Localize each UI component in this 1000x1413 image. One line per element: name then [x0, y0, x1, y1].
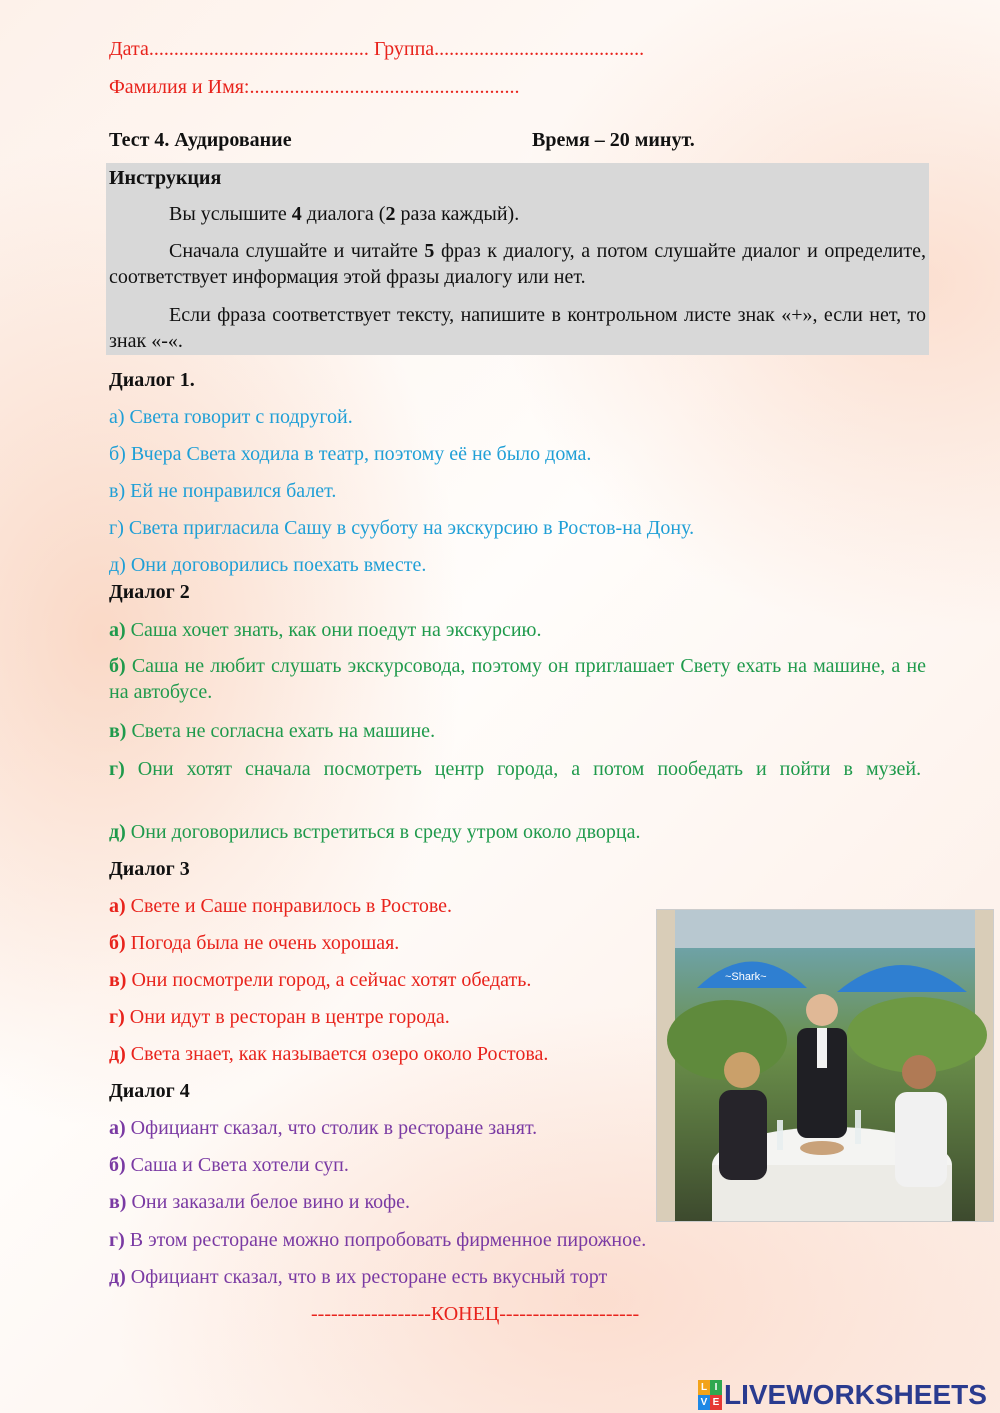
dialog1-item: д) Они договорились поехать вместе.: [109, 554, 427, 576]
dialog1-item: а) Света говорит с подругой.: [109, 406, 353, 428]
dialog1-title: Диалог 1.: [109, 369, 195, 391]
dialog4-item: а) Официант сказал, что столик в ресторане занят.: [109, 1117, 538, 1139]
dialog3-item: г) Они идут в ресторан в центре города.: [109, 1006, 450, 1028]
dialog4-item: в) Они заказали белое вино и кофе.: [109, 1191, 411, 1213]
restaurant-photo: [656, 909, 994, 1222]
liveworksheets-logo: [698, 1378, 987, 1412]
dialog4-item: б) Саша и Света хотели суп.: [109, 1154, 349, 1176]
liveworksheets-badge-icon: L I V E: [698, 1380, 722, 1410]
instruction-p3: Если фраза соответствует тексту, напишите в контрольном листе знак «+», если нет, то знак «-«.: [109, 304, 926, 352]
end-line: ------------------КОНЕЦ---------------------: [311, 1303, 640, 1325]
dialog2-item: а) Саша хочет знать, как они поедут на экскурсию.: [109, 619, 542, 641]
dialog3-item: б) Погода была не очень хорошая.: [109, 932, 400, 954]
date-group-line: Дата............................................ Группа..........................................: [109, 38, 645, 60]
umbrella-text: ~Shark~: [725, 971, 767, 983]
dialog1-item: г) Света пригласила Сашу в сууботу на экскурсию в Ростов-на Дону.: [109, 517, 695, 539]
dialog2-item: б) Саша не любит слушать экскурсовода, поэтому он приглашает Свету ехать на машине, а не на автобусе.: [109, 655, 926, 703]
dialog4-title: Диалог 4: [109, 1080, 190, 1102]
dialog2-item: в) Света не согласна ехать на машине.: [109, 720, 436, 742]
logo-text: LIVEWORKSHEETS: [724, 1379, 987, 1410]
name-line: Фамилия и Имя:......................................................: [109, 76, 520, 98]
dialog3-title: Диалог 3: [109, 858, 190, 880]
dialog3-item: д) Света знает, как называется озеро около Ростова.: [109, 1043, 549, 1065]
test-title: Тест 4. Аудирование: [109, 129, 292, 151]
dialog4-item: г) В этом ресторане можно попробовать фирменное пирожное.: [109, 1229, 647, 1251]
dialog1-item: в) Ей не понравился балет.: [109, 480, 337, 502]
dialog3-item: в) Они посмотрели город, а сейчас хотят обедать.: [109, 969, 532, 991]
dialog1-item: б) Вчера Света ходила в театр, поэтому её не было дома.: [109, 443, 592, 465]
instruction-heading: Инструкция: [109, 167, 222, 189]
dialog2-title: Диалог 2: [109, 581, 190, 603]
instruction-p2: Сначала слушайте и читайте 5 фраз к диалогу, а потом слушайте диалог и определите, соответствует информация этой фразы диалогу или нет.: [109, 240, 926, 288]
dialog3-item: а) Свете и Саше понравилось в Ростове.: [109, 895, 453, 917]
dialog2-item: г) Они хотят сначала посмотреть центр города, а потом пообедать и пойти в музей.: [109, 758, 922, 780]
instruction-p1: Вы услышите 4 диалога (2 раза каждый).: [169, 203, 520, 225]
test-time: Время – 20 минут.: [532, 129, 695, 151]
dialog2-item: д) Они договорились встретиться в среду утром около дворца.: [109, 821, 641, 843]
dialog4-item: д) Официант сказал, что в их ресторане есть вкусный торт: [109, 1266, 608, 1288]
